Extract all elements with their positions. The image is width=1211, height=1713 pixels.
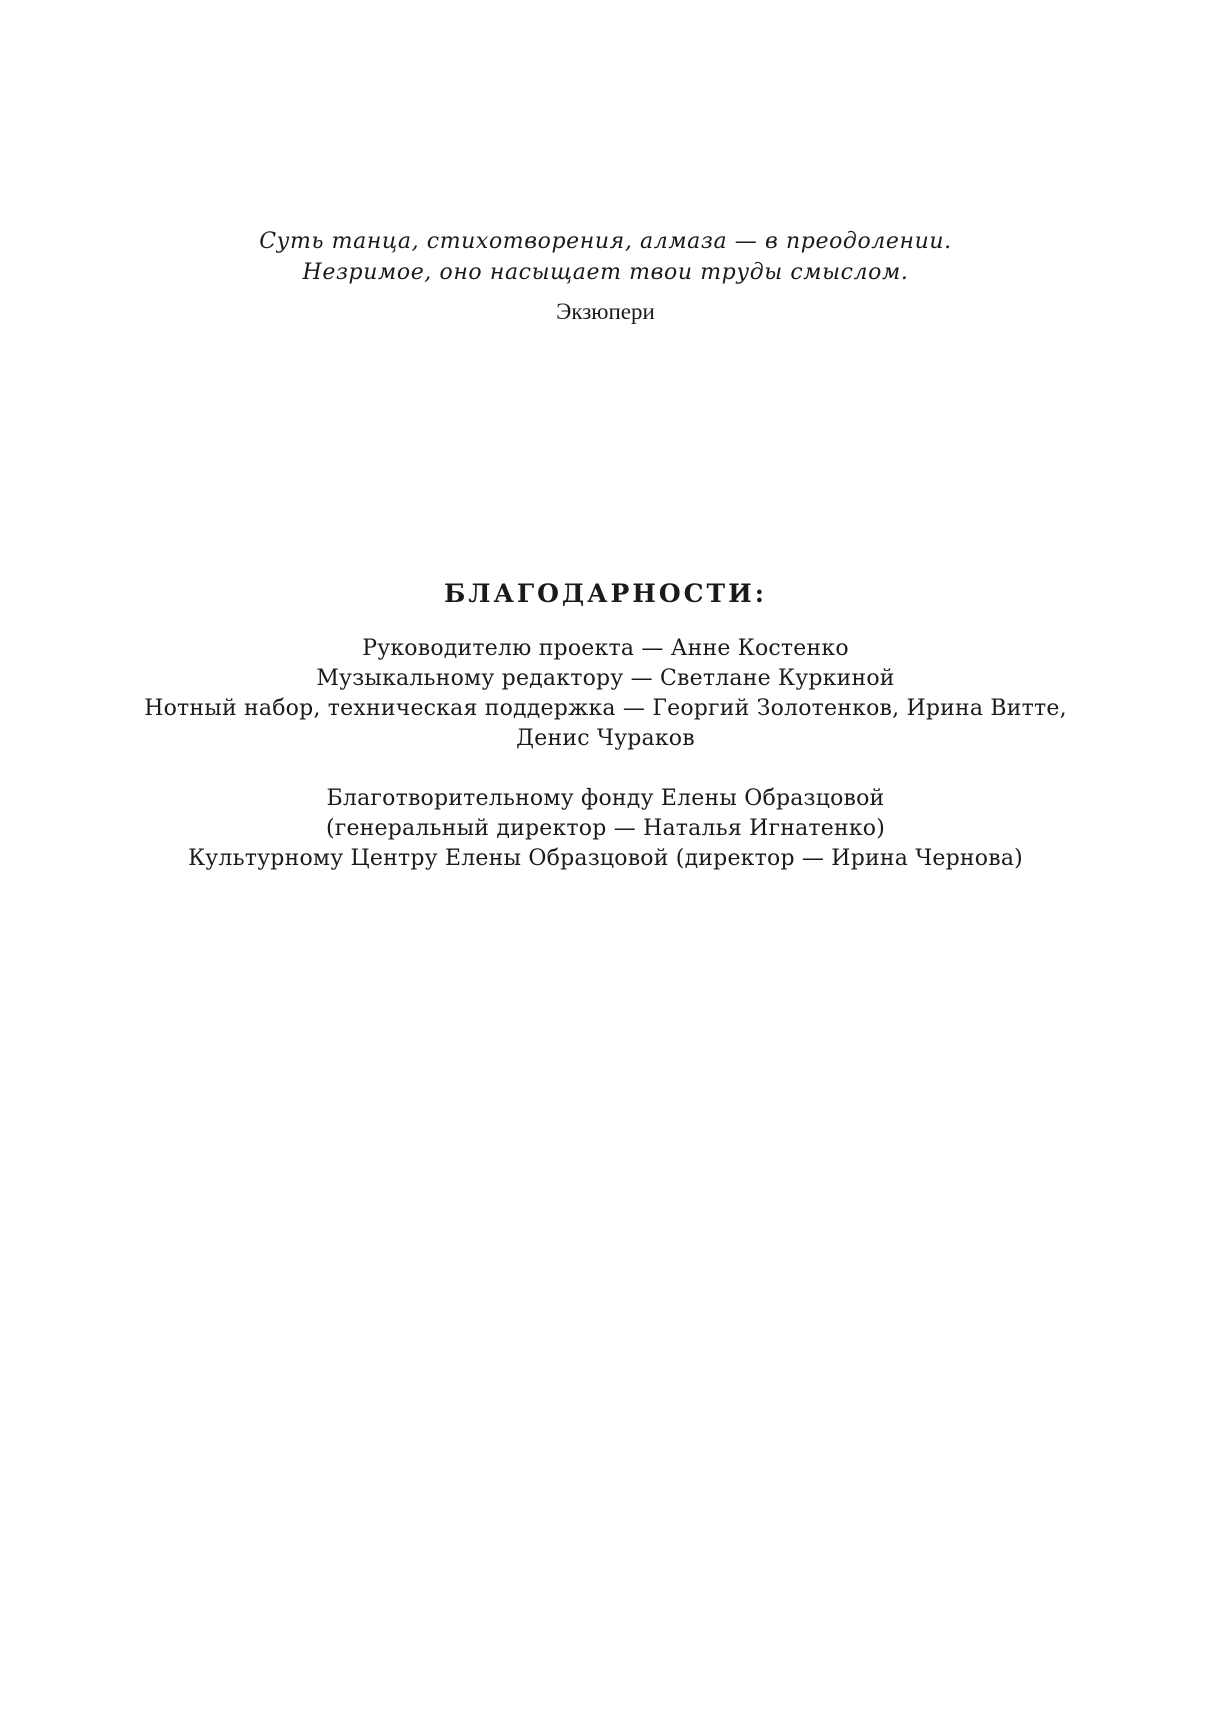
- epigraph-line: Незримое, оно насыщает твои труды смыслом.: [302, 260, 909, 285]
- acknowledgement-line: Культурному Центру Елены Образцовой (директор — Ирина Чернова): [188, 846, 1023, 871]
- epigraph: [0, 226, 1211, 327]
- acknowledgements-group-project: [0, 634, 1211, 754]
- epigraph-author: Экзюпери: [556, 299, 655, 324]
- epigraph-line: Суть танца, стихотворения, алмаза — в преодолении.: [259, 229, 952, 254]
- acknowledgements-section: [0, 576, 1211, 874]
- acknowledgements-group-foundation: [0, 784, 1211, 874]
- acknowledgement-line: Нотный набор, техническая поддержка — Георгий Золотенков, Ирина Витте,: [144, 696, 1067, 721]
- acknowledgement-line: (генеральный директор — Наталья Игнатенко): [325, 816, 886, 841]
- acknowledgements-title: БЛАГОДАРНОСТИ:: [443, 579, 767, 608]
- acknowledgement-line: Музыкальному редактору — Светлане Куркиной: [316, 666, 895, 691]
- acknowledgement-line: Денис Чураков: [516, 726, 695, 751]
- acknowledgement-line: Руководителю проекта — Анне Костенко: [362, 636, 849, 661]
- acknowledgement-line: Благотворительному фонду Елены Образцовой: [326, 786, 885, 811]
